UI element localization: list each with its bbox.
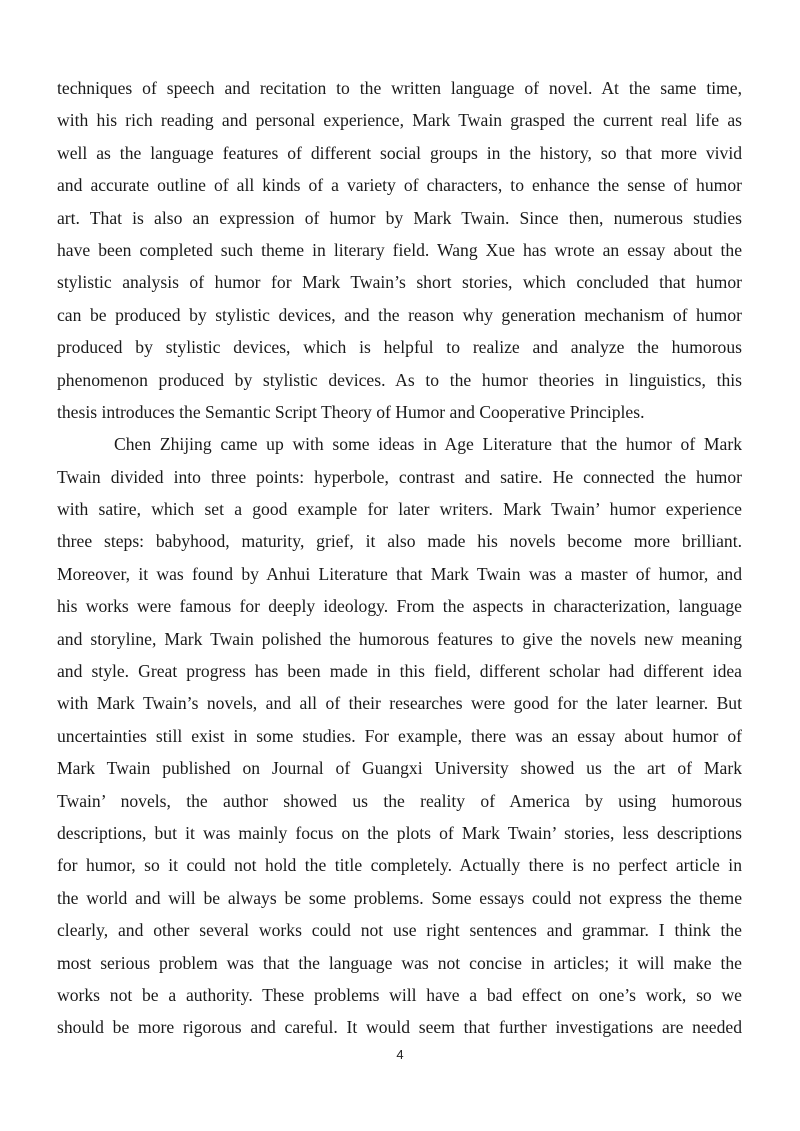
paragraph-2-line: Twain’ novels, the author showed us the reality of America by using humorous <box>57 790 742 811</box>
paragraph-1-line: art. That is also an expression of humor by Mark Twain. Since then, numerous studies <box>57 207 742 228</box>
paragraph-1-line: produced by stylistic devices, which is helpful to realize and analyze the humorous <box>57 337 742 358</box>
paragraph-2-line: for humor, so it could not hold the title completely. Actually there is no perfect article in <box>57 855 742 876</box>
paragraph-2-line: descriptions, but it was mainly focus on the plots of Mark Twain’ stories, less descriptions <box>57 822 742 843</box>
paragraph-1-line: and accurate outline of all kinds of a variety of characters, to enhance the sense of humor <box>57 175 742 196</box>
paragraph-1-line: phenomenon produced by stylistic devices. As to the humor theories in linguistics, this <box>57 369 742 390</box>
paragraph-1-line: can be produced by stylistic devices, and the reason why generation mechanism of humor <box>57 304 742 325</box>
paragraph-2-line: clearly, and other several works could not use right sentences and grammar. I think the <box>57 920 742 941</box>
paragraph-2-line: Mark Twain published on Journal of Guangxi University showed us the art of Mark <box>57 758 742 779</box>
paragraph-2-line: works not be a authority. These problems will have a bad effect on one’s work, so we <box>57 984 742 1005</box>
paragraph-2-line: the world and will be always be some problems. Some essays could not express the theme <box>57 887 742 908</box>
paragraph-2-line: with Mark Twain’s novels, and all of their researches were good for the later learner. But <box>57 693 742 714</box>
paragraph-2-line: his works were famous for deeply ideology. From the aspects in characterization, language <box>57 596 742 617</box>
paragraph-2-line: three steps: babyhood, maturity, grief, it also made his novels become more brilliant. <box>57 531 742 552</box>
paragraph-1-line: thesis introduces the Semantic Script Theory of Humor and Cooperative Principles. <box>57 401 645 422</box>
paragraph-2-line: most serious problem was that the language was not concise in articles; it will make the <box>57 952 742 973</box>
paragraph-2-line: Moreover, it was found by Anhui Literature that Mark Twain was a master of humor, and <box>57 563 742 584</box>
paragraph-2-line: Chen Zhijing came up with some ideas in Age Literature that the humor of Mark <box>114 434 742 455</box>
paragraph-2-line: and storyline, Mark Twain polished the humorous features to give the novels new meaning <box>57 628 742 649</box>
paragraph-2-line: should be more rigorous and careful. It would seem that further investigations are needed <box>57 1017 742 1038</box>
paragraph-1-line: with his rich reading and personal experience, Mark Twain grasped the current real life as <box>57 110 742 131</box>
paragraph-2-line: Twain divided into three points: hyperbole, contrast and satire. He connected the humor <box>57 466 742 487</box>
paragraph-2-line: and style. Great progress has been made in this field, different scholar had different idea <box>57 661 742 682</box>
paragraph-2-line: uncertainties still exist in some studies. For example, there was an essay about humor of <box>57 725 742 746</box>
body-text <box>57 72 742 1044</box>
page-number: 4 <box>396 1047 404 1062</box>
paragraph-1-line: have been completed such theme in literary field. Wang Xue has wrote an essay about the <box>57 239 742 260</box>
paragraph-1-line: stylistic analysis of humor for Mark Twain’s short stories, which concluded that humor <box>57 272 742 293</box>
paragraph-1-line: techniques of speech and recitation to the written language of novel. At the same time, <box>57 78 742 98</box>
paragraph-1-line: well as the language features of different social groups in the history, so that more vivid <box>57 142 742 163</box>
paragraph-2-line: with satire, which set a good example for later writers. Mark Twain’ humor experience <box>57 499 742 520</box>
